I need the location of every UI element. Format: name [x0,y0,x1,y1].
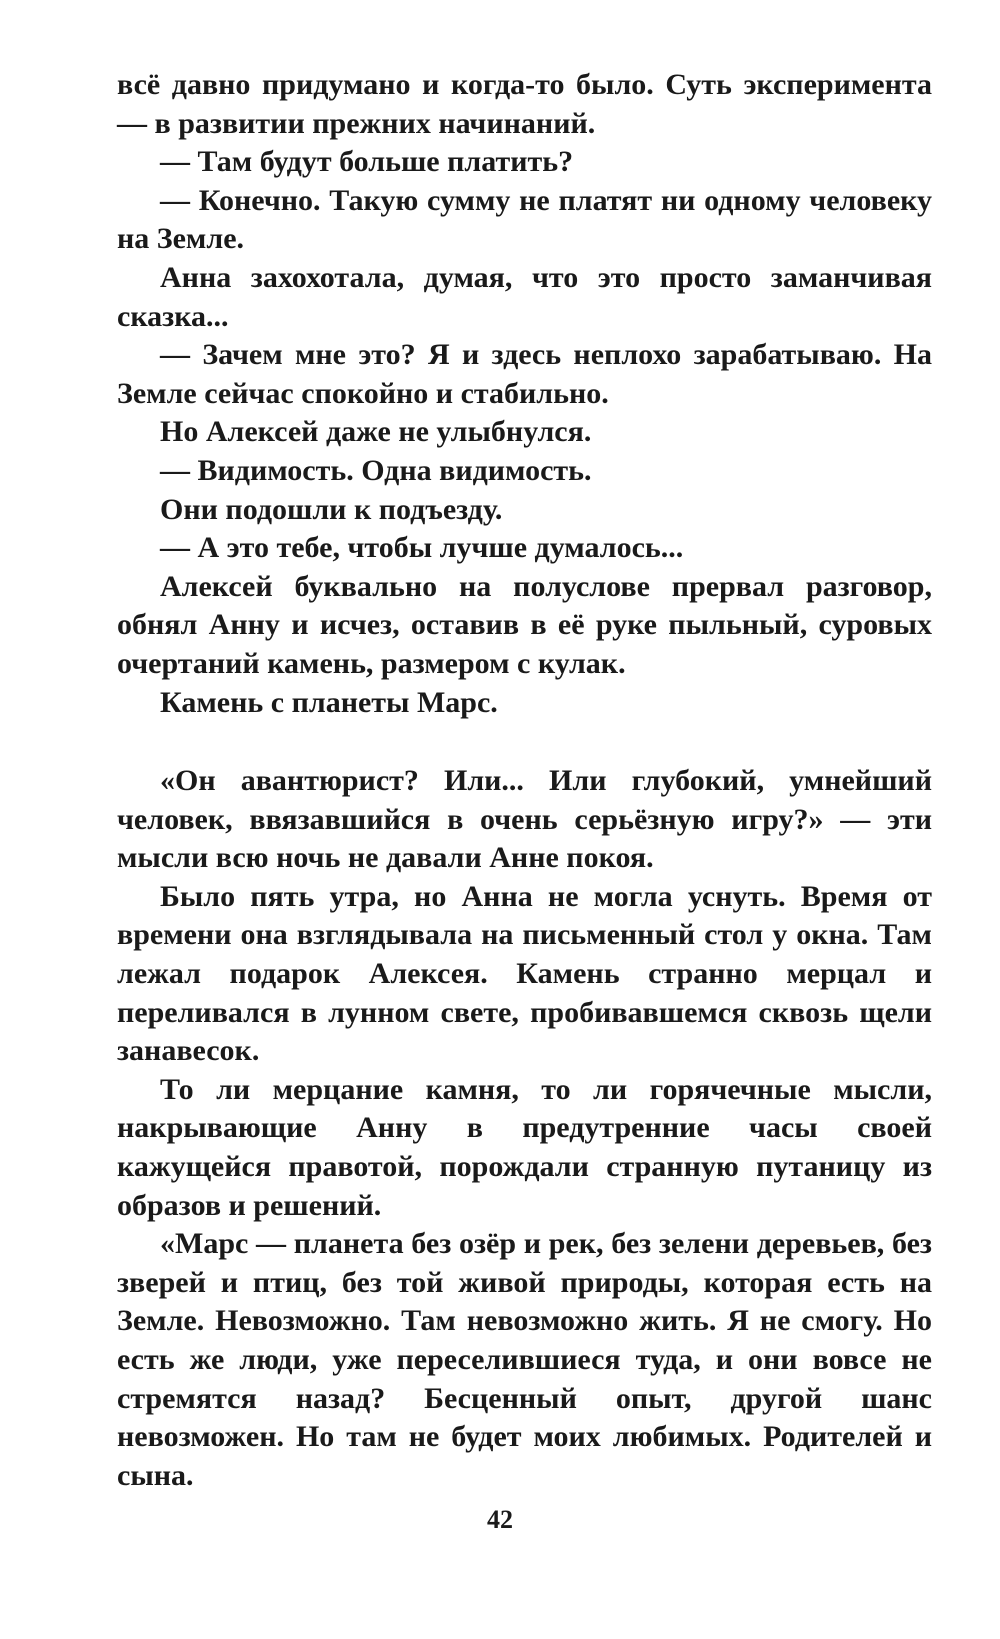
page-number: 42 [487,1505,513,1534]
paragraph: — А это тебе, чтобы лучше думалось... [160,531,684,565]
paragraph: Анна захохотала, думая, что это просто заманчивая сказка... [117,260,932,333]
paragraph: Было пять утра, но Анна не могла уснуть. Время от времени она взглядывала на письменный стол у окна. Там лежал подарок Алексея. Камень странно мерцал и переливался в лунном свете, пробивавшемся сквозь щели занавесок. [117,879,932,1068]
paragraph: — Конечно. Такую сумму не платят ни одному человеку на Земле. [117,183,932,256]
paragraph: — Видимость. Одна видимость. [160,453,592,487]
paragraph: «Марс — планета без озёр и рек, без зелени деревьев, без зверей и птиц, без той живой природы, которая есть на Земле. Невозможно. Там невозможно жить. Я не смогу. Но есть же люди, уже переселившиеся туда, и они вовсе не стремятся назад? Бесценный опыт, другой шанс невозможен. Но там не будет моих любимых. Родителей и сына. [117,1227,932,1492]
paragraph-continuation: всё давно придумано и когда-то было. Суть эксперимента — в развитии прежних начинаний. [117,68,932,140]
paragraph: То ли мерцание камня, то ли горячечные мысли, накрывающие Анну в предутренние часы своей кажущейся правотой, порождали странную путаницу из образов и решений. [117,1072,932,1222]
paragraph: Камень с планеты Марс. [160,685,498,719]
paragraph: Они подошли к подъезду. [160,492,503,526]
paragraph: «Он авантюрист? Или... Или глубокий, умнейший человек, ввязавшийся в очень серьёзную игру?» — эти мысли всю ночь не давали Анне покоя. [117,764,932,875]
paragraph: — Там будут больше платить? [160,145,574,179]
paragraph: Но Алексей даже не улыбнулся. [160,415,592,449]
paragraph: Алексей буквально на полуслове прервал разговор, обнял Анну и исчез, оставив в её руке пыльный, суровых очертаний камень, размером с кулак. [117,569,932,680]
paragraph: — Зачем мне это? Я и здесь неплохо зарабатываю. На Земле сейчас спокойно и стабильно. [117,338,932,410]
page-body [117,66,932,1495]
